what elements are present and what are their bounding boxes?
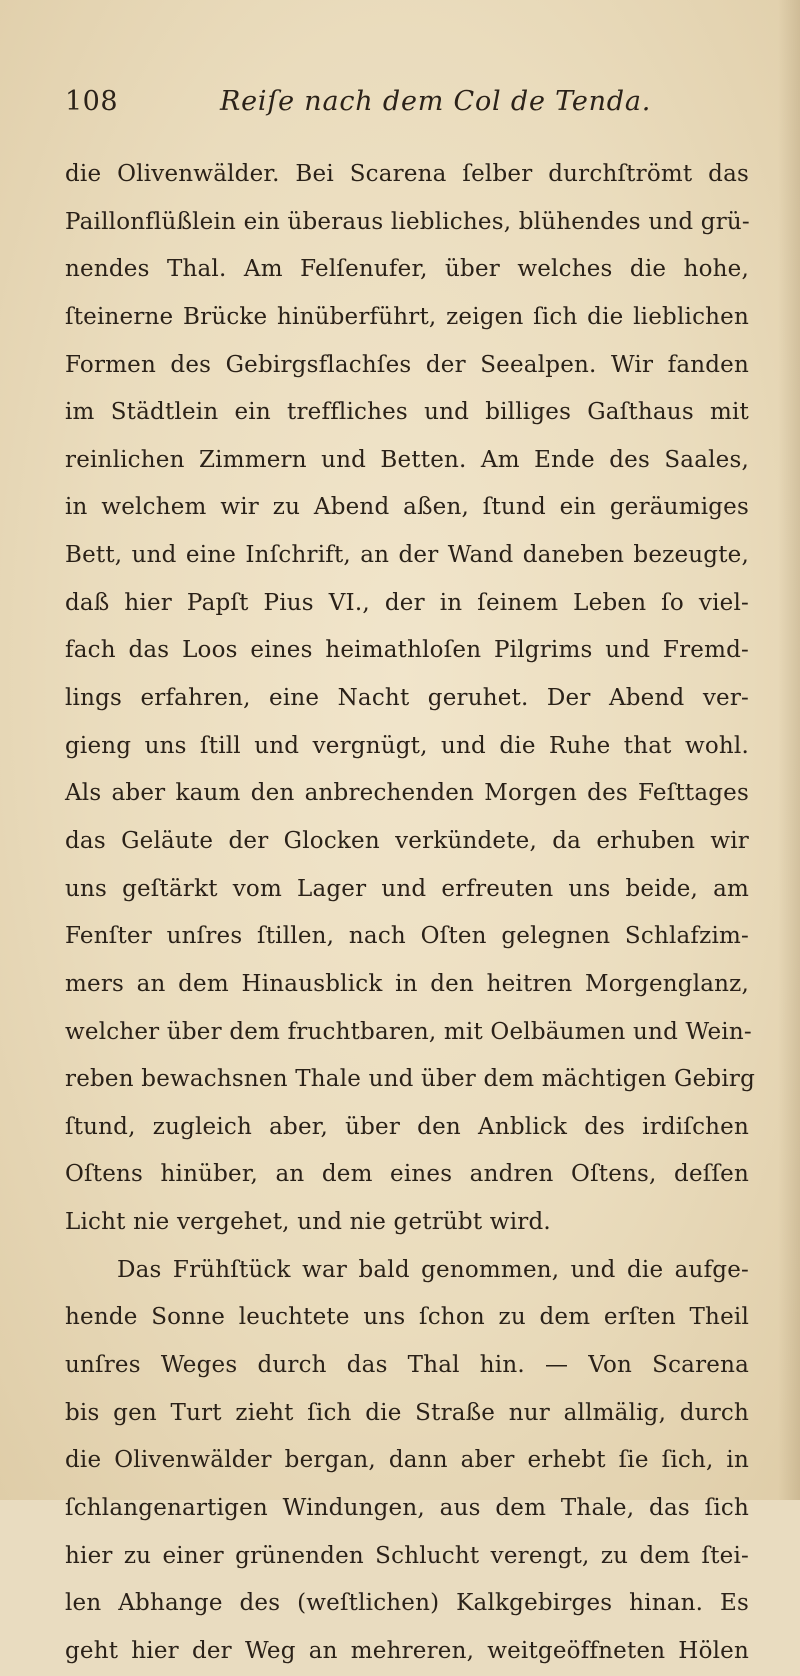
- text-line: uns geſtärkt vom Lager und erfreuten uns beide, am: [65, 875, 749, 902]
- text-line: Fenſter unſres ſtillen, nach Oſten gelegnen Schlafzim-: [65, 923, 749, 950]
- text-line: ſteinerne Brücke hinüberführt, zeigen ſich die lieblichen: [65, 303, 749, 330]
- text-line: Bett, und eine Inſchrift, an der Wand daneben bezeugte,: [65, 542, 749, 569]
- paragraph-end-line: Licht nie vergehet, und nie getrübt wird.: [65, 1209, 551, 1236]
- text-line: hier zu einer grünenden Schlucht verengt, zu dem ſtei-: [65, 1542, 749, 1569]
- text-line: in welchem wir zu Abend aßen, ſtund ein geräumiges: [65, 494, 749, 521]
- text-line: Paillonflüßlein ein überaus liebliches, blühendes und grü-: [65, 208, 750, 235]
- text-line: die Olivenwälder bergan, dann aber erhebt ſie ſich, in: [65, 1447, 749, 1474]
- text-line: Formen des Gebirgsflachſes der Seealpen. Wir fanden: [65, 351, 749, 378]
- paragraph-start-line: Das Frühſtück war bald genommen, und die aufge-: [117, 1256, 749, 1283]
- body-text: [65, 151, 756, 1676]
- text-line: ſtund, zugleich aber, über den Anblick des irdiſchen: [65, 1113, 749, 1140]
- text-line: reinlichen Zimmern und Betten. Am Ende des Saales,: [65, 446, 749, 473]
- text-line: len Abhange des (weſtlichen) Kalkgebirges hinan. Es: [65, 1590, 749, 1617]
- text-line: lings erfahren, eine Nacht geruhet. Der Abend ver-: [65, 685, 749, 712]
- text-line: Als aber kaum den anbrechenden Morgen des Feſttages: [65, 780, 749, 807]
- text-line: Oſtens hinüber, an dem eines andren Oſtens, deſſen: [65, 1161, 749, 1188]
- page-number: 108: [65, 86, 119, 117]
- text-line: ſchlangenartigen Windungen, aus dem Thale, das ſich: [65, 1494, 749, 1521]
- text-line: mers an dem Hinausblick in den heitren Morgenglanz,: [65, 970, 749, 997]
- text-line: gieng uns ſtill und vergnügt, und die Ruhe that wohl.: [65, 732, 749, 759]
- text-line: welcher über dem fruchtbaren, mit Oelbäumen und Wein-: [65, 1018, 752, 1045]
- text-line: nendes Thal. Am Felſenufer, über welches die hohe,: [65, 256, 749, 283]
- text-line: reben bewachsnen Thale und über dem mächtigen Gebirg: [65, 1066, 756, 1093]
- text-line: das Geläute der Glocken verkündete, da erhuben wir: [65, 827, 749, 854]
- text-line: fach das Loos eines heimathloſen Pilgrims und Fremd-: [65, 637, 749, 664]
- text-line: hende Sonne leuchtete uns ſchon zu dem erſten Theil: [65, 1304, 749, 1331]
- text-line: daß hier Papſt Pius VI., der in ſeinem Leben ſo viel-: [65, 589, 749, 616]
- page-header: [65, 86, 745, 126]
- text-line: geht hier der Weg an mehreren, weitgeöffneten Hölen: [65, 1637, 749, 1664]
- text-line: bis gen Turt zieht ſich die Straße nur allmälig, durch: [65, 1399, 749, 1426]
- text-line: die Olivenwälder. Bei Scarena ſelber durchſtrömt das: [65, 161, 749, 187]
- running-title: Reiſe nach dem Col de Tenda.: [220, 86, 652, 117]
- text-line: im Städtlein ein treffliches und billiges Gaſthaus mit: [65, 399, 749, 426]
- text-line: unſres Weges durch das Thal hin. — Von Scarena: [65, 1352, 749, 1379]
